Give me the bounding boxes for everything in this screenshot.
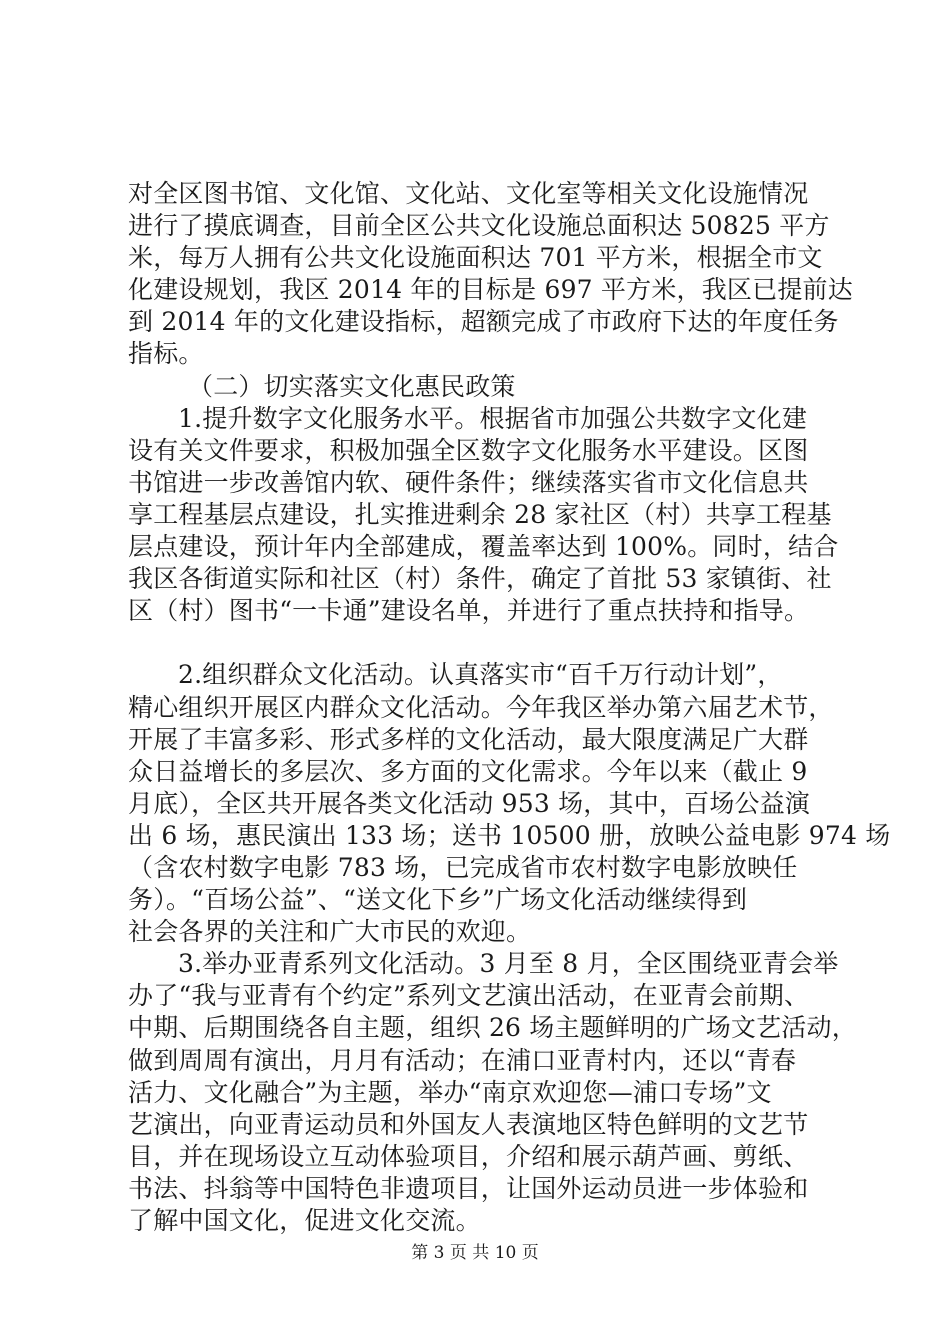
text-line: 众日益增长的多层次、多方面的文化需求。今年以来（截止 9 (128, 756, 808, 786)
text-line: 开展了丰富多彩、形式多样的文化活动，最大限度满足广大群 (128, 724, 809, 754)
text-line: 中期、后期围绕各自主题，组织 26 场主题鲜明的广场文艺活动， (128, 1013, 857, 1043)
text-line: 书馆进一步改善馆内软、硬件条件；继续落实省市文化信息共 (128, 467, 809, 497)
text-line: 活力、文化融合”为主题，举办“南京欢迎您—浦口专场”文 (128, 1077, 772, 1107)
text-line: 出 6 场，惠民演出 133 场；送书 10500 册，放映公益电影 974 场 (128, 820, 891, 850)
text-line: 2.组织群众文化活动。认真落实市“百千万行动计划”， (178, 660, 783, 690)
paragraph-facilities (128, 178, 853, 371)
text-line: 享工程基层点建设，扎实推进剩余 28 家社区（村）共享工程基 (128, 499, 832, 529)
text-line: 我区各街道实际和社区（村）条件，确定了首批 53 家镇街、社 (128, 564, 832, 594)
text-line: 月底），全区共开展各类文化活动 953 场，其中，百场公益演 (128, 788, 811, 818)
text-line: 艺演出，向亚青运动员和外国友人表演地区特色鲜明的文艺节 (128, 1109, 809, 1139)
text-line: 进行了摸底调查，目前全区公共文化设施总面积达 50825 平方 (128, 211, 830, 241)
text-line: 化建设规划，我区 2014 年的目标是 697 平方米，我区已提前达 (128, 275, 853, 305)
text-line: 指标。 (128, 339, 204, 369)
document-body (128, 178, 891, 1237)
page-number-footer: 第 3 页 共 10 页 (411, 1243, 539, 1263)
paragraph-spacer (128, 627, 833, 659)
text-line: 社会各界的关注和广大市民的欢迎。 (128, 917, 532, 947)
text-line: 层点建设，预计年内全部建成，覆盖率达到 100%。同时，结合 (128, 532, 839, 562)
text-line: 1.提升数字文化服务水平。根据省市加强公共数字文化建 (178, 403, 808, 433)
paragraph-youth-games (128, 948, 857, 1237)
text-line: 精心组织开展区内群众文化活动。今年我区举办第六届艺术节， (128, 692, 834, 722)
paragraph-mass-culture (128, 659, 891, 948)
paragraph-digital-culture (128, 403, 839, 628)
text-line: （含农村数字电影 783 场，已完成省市农村数字电影放映任 (128, 852, 798, 882)
text-line: 务）。“百场公益”、“送文化下乡”广场文化活动继续得到 (128, 885, 748, 915)
text-line: 设有关文件要求，积极加强全区数字文化服务水平建设。区图 (128, 435, 809, 465)
text-line: 对全区图书馆、文化馆、文化站、文化室等相关文化设施情况 (128, 179, 809, 208)
text-line: 做到周周有演出，月月有活动；在浦口亚青村内，还以“青春 (128, 1045, 797, 1075)
text-line: 书法、抖翁等中国特色非遗项目，让国外运动员进一步体验和 (128, 1173, 809, 1203)
text-line: 米，每万人拥有公共文化设施面积达 701 平方米，根据全市文 (128, 243, 823, 273)
text-line: 了解中国文化，促进文化交流。 (128, 1206, 481, 1235)
section-heading: （二）切实落实文化惠民政策 (188, 371, 516, 401)
text-line: 办了“我与亚青有个约定”系列文艺演出活动，在亚青会前期、 (128, 981, 810, 1011)
text-line: 到 2014 年的文化建设指标，超额完成了市政府下达的年度任务 (128, 307, 839, 337)
text-line: 目，并在现场设立互动体验项目，介绍和展示葫芦画、剪纸、 (128, 1141, 809, 1171)
text-line: 3.举办亚青系列文化活动。3 月至 8 月，全区围绕亚青会举 (178, 949, 839, 979)
text-line: 区（村）图书“一卡通”建设名单，并进行了重点扶持和指导。 (128, 596, 810, 626)
